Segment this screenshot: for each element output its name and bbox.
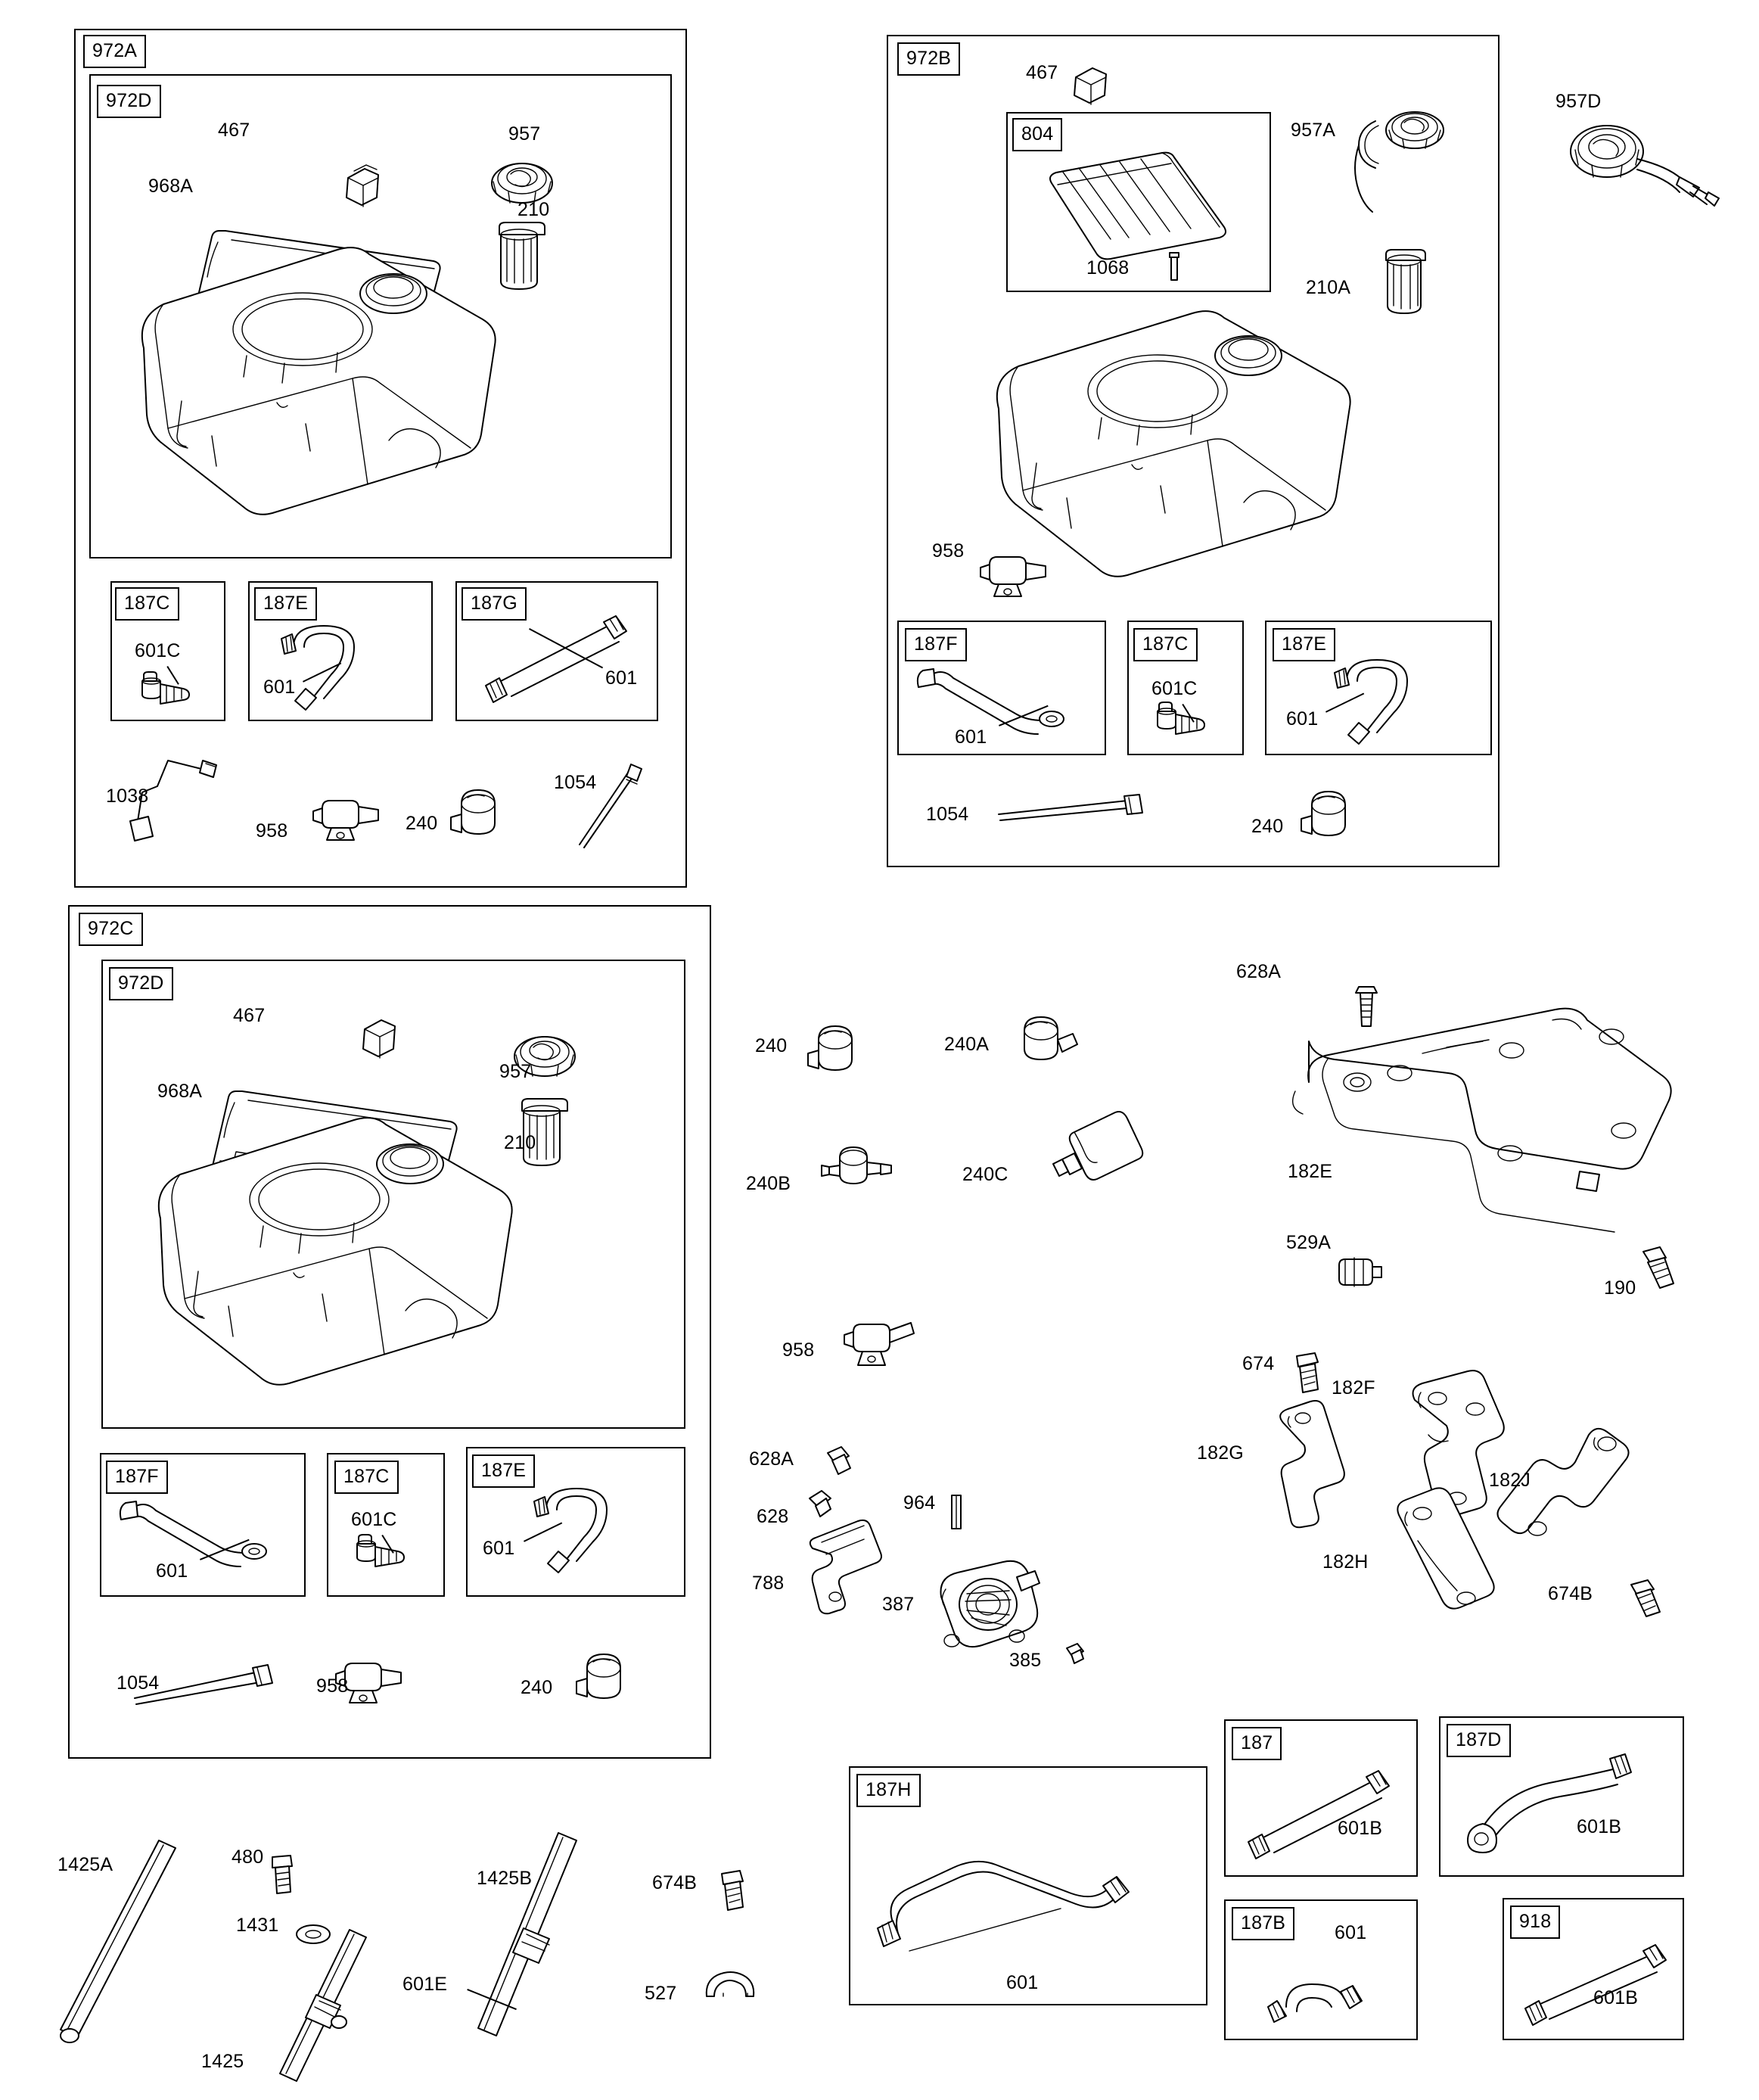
callout-957-a: 957	[508, 123, 541, 145]
art-240-m	[802, 1014, 878, 1084]
callout-385: 385	[1009, 1650, 1042, 1671]
art-187F-b	[912, 658, 1097, 749]
panel-label-972A: 972A	[83, 35, 146, 68]
art-190	[1631, 1240, 1684, 1300]
art-182J	[1506, 1408, 1642, 1574]
callout-182E: 182E	[1288, 1161, 1333, 1182]
art-tank-972A	[98, 98, 673, 552]
callout-240B: 240B	[746, 1173, 791, 1194]
callout-964: 964	[903, 1492, 936, 1514]
panel-label-187H: 187H	[856, 1774, 921, 1807]
art-1425	[280, 1922, 416, 2100]
callout-1054-b: 1054	[926, 804, 969, 825]
callout-628A: 628A	[749, 1448, 794, 1470]
callout-958-b: 958	[932, 540, 965, 562]
callout-467-a: 467	[218, 120, 250, 141]
art-467-b	[1067, 61, 1120, 106]
callout-958-m: 958	[782, 1339, 815, 1361]
art-529A	[1329, 1237, 1389, 1297]
art-240-a	[445, 778, 521, 848]
art-1068	[1158, 242, 1195, 288]
panel-label-187E-a: 187E	[254, 587, 317, 621]
art-187E-b	[1316, 647, 1483, 745]
callout-240C: 240C	[962, 1164, 1008, 1185]
callout-529A: 529A	[1286, 1232, 1332, 1253]
callout-182J: 182J	[1489, 1470, 1531, 1491]
callout-674: 674	[1242, 1353, 1275, 1374]
callout-1054-a: 1054	[554, 772, 597, 793]
art-187G-a	[469, 605, 651, 711]
art-187B	[1256, 1952, 1400, 2036]
callout-1431: 1431	[236, 1915, 279, 1936]
callout-601-187B: 601	[1335, 1922, 1367, 1943]
callout-601-e-a: 601	[263, 677, 296, 698]
art-804	[1029, 144, 1256, 272]
callout-467-b: 467	[1026, 62, 1058, 83]
art-187E-c	[516, 1476, 682, 1582]
panel-label-972B: 972B	[897, 42, 960, 76]
callout-628: 628	[757, 1506, 789, 1527]
art-958-m	[838, 1308, 937, 1376]
panel-label-187B: 187B	[1232, 1907, 1294, 1940]
callout-182H: 182H	[1322, 1551, 1369, 1573]
panel-label-187: 187	[1232, 1727, 1282, 1760]
art-385	[1058, 1635, 1095, 1672]
callout-601E: 601E	[402, 1974, 448, 1995]
art-tank-972C	[110, 984, 685, 1423]
panel-label-187F-b: 187F	[905, 628, 967, 661]
callout-387: 387	[882, 1594, 915, 1615]
art-182H	[1377, 1483, 1513, 1635]
panel-label-187F-c: 187F	[106, 1461, 168, 1494]
callout-527: 527	[645, 1983, 677, 2004]
callout-240-c: 240	[521, 1677, 553, 1698]
callout-210-a: 210	[517, 199, 550, 220]
callout-957D: 957D	[1555, 91, 1602, 112]
art-527	[704, 1960, 779, 2021]
panel-label-187C-b: 187C	[1133, 628, 1198, 661]
callout-210A: 210A	[1306, 277, 1351, 298]
callout-674B-m: 674B	[1548, 1583, 1593, 1604]
panel-label-972D-a: 972D	[97, 85, 161, 118]
callout-601B-918: 601B	[1593, 1987, 1639, 2008]
callout-240A: 240A	[944, 1034, 990, 1055]
callout-601-g-a: 601	[605, 667, 638, 689]
callout-601B-187: 601B	[1338, 1818, 1383, 1839]
callout-240-b: 240	[1251, 816, 1284, 837]
art-628A	[817, 1438, 862, 1483]
art-788	[796, 1506, 894, 1627]
art-182E	[1286, 991, 1695, 1249]
art-958-a	[310, 787, 393, 848]
callout-957A: 957A	[1291, 120, 1336, 141]
panel-label-972D-c: 972D	[109, 967, 173, 1000]
art-480	[260, 1845, 313, 1906]
art-957D	[1549, 114, 1731, 235]
callout-210-c: 210	[504, 1132, 536, 1153]
callout-601-h: 601	[1006, 1972, 1039, 1993]
panel-label-918: 918	[1510, 1906, 1560, 1939]
callout-1068: 1068	[1086, 257, 1130, 278]
callout-601-f-b: 601	[955, 726, 987, 748]
callout-240-m: 240	[755, 1035, 788, 1056]
panel-label-972C: 972C	[79, 913, 143, 946]
callout-182F: 182F	[1332, 1377, 1375, 1398]
callout-601-f-c: 601	[156, 1560, 188, 1582]
callout-968A-a: 968A	[148, 176, 194, 197]
panel-label-187D: 187D	[1447, 1724, 1511, 1757]
callout-601B-187D: 601B	[1577, 1816, 1622, 1837]
art-1425B	[475, 1824, 626, 2058]
callout-628A-top: 628A	[1236, 961, 1282, 982]
panel-label-187G-a: 187G	[462, 587, 527, 621]
art-187	[1236, 1756, 1410, 1869]
callout-1425A: 1425A	[57, 1854, 113, 1875]
callout-1054-c: 1054	[117, 1672, 160, 1694]
art-240-c	[570, 1642, 646, 1712]
callout-788: 788	[752, 1573, 785, 1594]
art-674B-f	[711, 1862, 764, 1922]
art-1054-b	[991, 787, 1158, 832]
callout-601C-a: 601C	[135, 640, 181, 661]
art-240-b	[1295, 779, 1371, 849]
art-918	[1513, 1931, 1680, 2037]
callout-968A-c: 968A	[157, 1081, 203, 1102]
art-964	[940, 1485, 977, 1538]
callout-958-c: 958	[316, 1675, 349, 1697]
callout-601C-b: 601C	[1151, 678, 1198, 699]
callout-957-c: 957	[499, 1061, 532, 1082]
art-957A	[1339, 98, 1460, 219]
art-958-b	[977, 543, 1061, 604]
art-187F-c	[115, 1491, 300, 1589]
art-182G	[1253, 1392, 1366, 1529]
art-240C	[1036, 1112, 1158, 1203]
callout-601C-c: 601C	[351, 1509, 397, 1530]
art-187H	[862, 1816, 1195, 1990]
art-240B	[814, 1135, 912, 1203]
callout-601-e-b: 601	[1286, 708, 1319, 730]
callout-601-e-c: 601	[483, 1538, 515, 1559]
callout-1425B: 1425B	[477, 1868, 533, 1889]
panel-label-804: 804	[1012, 118, 1062, 151]
callout-467-c: 467	[233, 1005, 266, 1026]
callout-1038-a: 1038	[106, 786, 149, 807]
callout-182G: 182G	[1197, 1442, 1244, 1464]
callout-480: 480	[232, 1846, 264, 1868]
callout-240-a: 240	[406, 813, 438, 834]
callout-1425: 1425	[201, 2051, 244, 2072]
callout-190: 190	[1604, 1277, 1636, 1299]
panel-label-187C-a: 187C	[115, 587, 179, 621]
callout-674B-f: 674B	[652, 1872, 698, 1893]
callout-958-a: 958	[256, 820, 288, 842]
art-240A	[1006, 1006, 1089, 1076]
art-674B-m	[1621, 1574, 1674, 1627]
art-187D	[1450, 1748, 1677, 1869]
panel-label-187E-c: 187E	[472, 1454, 535, 1488]
panel-label-187C-c: 187C	[334, 1461, 399, 1494]
panel-label-187E-b: 187E	[1273, 628, 1335, 661]
